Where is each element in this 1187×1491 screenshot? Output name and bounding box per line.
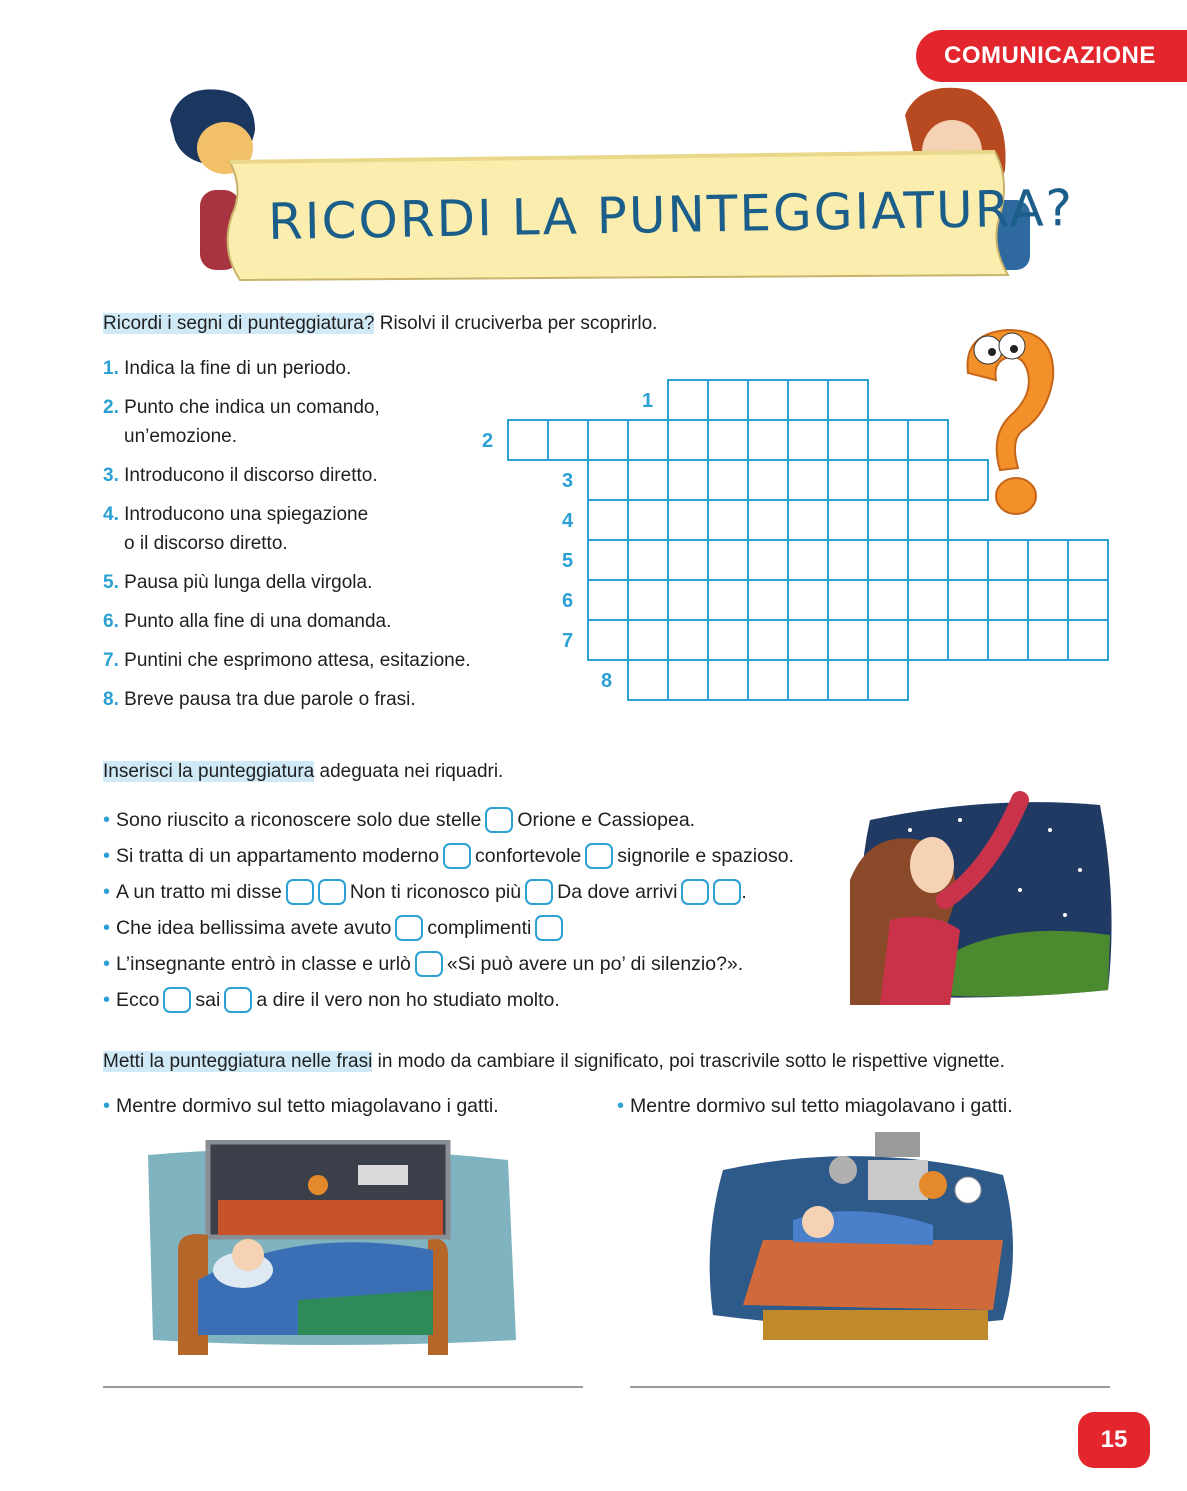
sentence-text: «Si può avere un po’ di silenzio?».	[446, 953, 744, 975]
crossword-cell[interactable]	[948, 540, 988, 580]
bullet: •	[103, 953, 111, 975]
crossword-cell[interactable]	[868, 460, 908, 500]
punctuation-box[interactable]	[318, 879, 346, 905]
punctuation-box[interactable]	[485, 807, 513, 833]
crossword-cell[interactable]	[868, 420, 908, 460]
punctuation-box[interactable]	[443, 843, 471, 869]
bullet: •	[617, 1095, 625, 1117]
clue-text: Indica la fine di un periodo.	[124, 358, 352, 379]
crossword-cell[interactable]	[1028, 540, 1068, 580]
crossword-cell[interactable]	[668, 460, 708, 500]
crossword-cell[interactable]	[748, 660, 788, 700]
page-title: RICORDI LA PUNTEGGIATURA?	[267, 178, 1075, 252]
crossword-cell[interactable]	[588, 540, 628, 580]
crossword-cell[interactable]	[748, 540, 788, 580]
clue-number: 2.	[103, 397, 119, 418]
clue-text: Puntini che esprimono attesa, esitazione.	[124, 650, 471, 671]
crossword-cell[interactable]	[828, 500, 868, 540]
crossword-cell[interactable]	[628, 620, 668, 660]
crossword-cell[interactable]	[1028, 620, 1068, 660]
clue-item	[103, 393, 471, 422]
crossword-cell[interactable]	[948, 620, 988, 660]
crossword-cell[interactable]	[988, 580, 1028, 620]
crossword-cell[interactable]	[988, 620, 1028, 660]
punctuation-box[interactable]	[525, 879, 553, 905]
sentence-text: Da dove arrivi	[557, 881, 678, 903]
crossword-cell[interactable]	[708, 660, 748, 700]
crossword-cell[interactable]	[988, 540, 1028, 580]
crossword-cell[interactable]	[548, 420, 588, 460]
crossword-cell[interactable]	[748, 420, 788, 460]
clue-number: 4.	[103, 504, 119, 525]
sentence-text: Ecco	[116, 989, 160, 1011]
sentence-item	[103, 874, 794, 910]
bullet: •	[103, 809, 111, 831]
instruction-text: in modo da cambiare il significato, poi trascrivile sotto le rispettive vignette.	[372, 1051, 1005, 1072]
crossword-number: 2	[482, 430, 494, 452]
sentence-text: a dire il vero non ho studiato molto.	[256, 989, 560, 1011]
crossword-number: 3	[562, 470, 574, 492]
sentence-text: Mentre dormivo sul tetto miagolavano i gatti.	[630, 1095, 1013, 1117]
crossword-cell[interactable]	[748, 620, 788, 660]
punctuation-box[interactable]	[585, 843, 613, 869]
sleeping-in-bed-illustration	[148, 1140, 518, 1355]
clue-number: 8.	[103, 689, 119, 710]
crossword-cell[interactable]	[628, 660, 668, 700]
crossword-cell[interactable]	[588, 620, 628, 660]
crossword-cell[interactable]	[668, 620, 708, 660]
instruction-text: Risolvi il cruciverba per scoprirlo.	[374, 313, 658, 334]
crossword-cell[interactable]	[788, 420, 828, 460]
crossword-cell[interactable]	[628, 580, 668, 620]
crossword-cell[interactable]	[668, 540, 708, 580]
question-mark-mascot	[948, 318, 1068, 518]
bullet: •	[103, 917, 111, 939]
sentence-text: confortevole	[475, 845, 582, 867]
crossword-cell[interactable]	[708, 380, 748, 420]
crossword-cell[interactable]	[588, 580, 628, 620]
crossword-cell[interactable]	[788, 460, 828, 500]
crossword-cell[interactable]	[828, 580, 868, 620]
clue-number: 7.	[103, 650, 119, 671]
clue-text: Introducono il discorso diretto.	[124, 465, 378, 486]
sentence-text: Che idea bellissima avete avuto	[116, 917, 392, 939]
crossword-cell[interactable]	[708, 420, 748, 460]
crossword-cell[interactable]	[708, 620, 748, 660]
sentence-item-left	[103, 1093, 499, 1119]
sentence-text: .	[741, 881, 747, 903]
clue-text-continued: o il discorso diretto.	[124, 533, 288, 554]
punctuation-box[interactable]	[535, 915, 563, 941]
clue-number: 1.	[103, 358, 119, 379]
crossword-cell[interactable]	[628, 420, 668, 460]
clue-item	[103, 568, 471, 597]
crossword-cell[interactable]	[868, 580, 908, 620]
sleeping-on-roof-illustration	[703, 1130, 1023, 1350]
punctuation-box[interactable]	[224, 987, 252, 1013]
sentence-item	[103, 982, 794, 1018]
crossword-cell[interactable]	[628, 500, 668, 540]
crossword-cell[interactable]	[1068, 540, 1108, 580]
crossword-cell[interactable]	[668, 580, 708, 620]
crossword-cell[interactable]	[508, 420, 548, 460]
crossword-cell[interactable]	[788, 500, 828, 540]
crossword-cell[interactable]	[828, 420, 868, 460]
sentence-text: Non ti riconosco più	[349, 881, 522, 903]
crossword-cell[interactable]	[628, 460, 668, 500]
crossword-cell[interactable]	[828, 620, 868, 660]
clue-item	[103, 607, 471, 636]
exercise2-instruction	[103, 760, 503, 784]
bullet: •	[103, 1095, 111, 1117]
clue-number: 3.	[103, 465, 119, 486]
crossword-cell[interactable]	[588, 460, 628, 500]
sentence-item	[103, 946, 794, 982]
sentence-text: complimenti	[427, 917, 532, 939]
exercise3-instruction	[103, 1050, 1005, 1074]
crossword-cell[interactable]	[708, 460, 748, 500]
crossword-cell[interactable]	[748, 460, 788, 500]
clue-item	[103, 685, 471, 714]
crossword-cell[interactable]	[828, 540, 868, 580]
crossword-number: 8	[601, 670, 613, 692]
punctuation-box[interactable]	[286, 879, 314, 905]
sentence-list	[103, 802, 794, 1018]
bullet: •	[103, 881, 111, 903]
crossword-cell[interactable]	[828, 460, 868, 500]
clue-number: 6.	[103, 611, 119, 632]
sentence-text: Sono riuscito a riconoscere solo due stelle	[116, 809, 482, 831]
answer-line-left[interactable]	[103, 1386, 583, 1388]
crossword-cell[interactable]	[788, 620, 828, 660]
crossword-cell[interactable]	[588, 420, 628, 460]
clue-number: 5.	[103, 572, 119, 593]
sentence-text: Orione e Cassiopea.	[517, 809, 696, 831]
exercise1-instruction	[103, 312, 657, 336]
crossword-number: 6	[562, 590, 574, 612]
crossword-cell[interactable]	[708, 540, 748, 580]
punctuation-box[interactable]	[415, 951, 443, 977]
sentence-text: signorile e spazioso.	[617, 845, 794, 867]
crossword-cell[interactable]	[668, 420, 708, 460]
crossword-cell[interactable]	[788, 580, 828, 620]
punctuation-box[interactable]	[713, 879, 741, 905]
crossword-cell[interactable]	[908, 420, 948, 460]
sentence-item-right	[617, 1093, 1013, 1119]
sentence-item	[103, 802, 794, 838]
crossword-cell[interactable]	[668, 380, 708, 420]
crossword-cell[interactable]	[948, 580, 988, 620]
clue-text: Punto alla fine di una domanda.	[124, 611, 392, 632]
bullet: •	[103, 989, 111, 1011]
crossword-number: 7	[562, 630, 574, 652]
punctuation-box[interactable]	[395, 915, 423, 941]
punctuation-box[interactable]	[163, 987, 191, 1013]
crossword-cell[interactable]	[708, 580, 748, 620]
answer-line-right[interactable]	[630, 1386, 1110, 1388]
crossword-cell[interactable]	[868, 660, 908, 700]
clue-list	[103, 354, 471, 714]
crossword-cell[interactable]	[908, 580, 948, 620]
sentence-item	[103, 838, 794, 874]
crossword-cell[interactable]	[1068, 580, 1108, 620]
bullet: •	[103, 845, 111, 867]
crossword-cell[interactable]	[828, 380, 868, 420]
crossword-cell[interactable]	[588, 500, 628, 540]
instruction-text: adeguata nei riquadri.	[314, 761, 504, 782]
sentence-text: Mentre dormivo sul tetto miagolavano i gatti.	[116, 1095, 499, 1117]
clue-item	[103, 354, 471, 383]
crossword-cell[interactable]	[868, 540, 908, 580]
section-tab: COMUNICAZIONE	[916, 30, 1187, 82]
crossword-number: 5	[562, 550, 574, 572]
clue-text: Breve pausa tra due parole o frasi.	[124, 689, 416, 710]
crossword-cell[interactable]	[788, 660, 828, 700]
clue-text: Introducono una spiegazione	[124, 504, 369, 525]
crossword-cell[interactable]	[748, 380, 788, 420]
instruction-highlight: Metti la punteggiatura nelle frasi	[103, 1051, 373, 1072]
crossword-cell[interactable]	[908, 540, 948, 580]
sentence-item	[103, 910, 794, 946]
clue-text: Pausa più lunga della virgola.	[124, 572, 373, 593]
crossword-number: 1	[642, 390, 654, 412]
clue-text-continued: un’emozione.	[124, 426, 238, 447]
instruction-highlight: Ricordi i segni di punteggiatura?	[103, 313, 375, 334]
crossword-cell[interactable]	[908, 460, 948, 500]
crossword-cell[interactable]	[868, 500, 908, 540]
crossword-cell[interactable]	[908, 500, 948, 540]
crossword-cell[interactable]	[668, 500, 708, 540]
clue-item	[103, 500, 471, 529]
crossword-cell[interactable]	[628, 540, 668, 580]
crossword-cell[interactable]	[908, 620, 948, 660]
crossword-cell[interactable]	[1068, 620, 1108, 660]
clue-text: Punto che indica un comando,	[124, 397, 380, 418]
crossword-cell[interactable]	[788, 540, 828, 580]
crossword-number: 4	[562, 510, 574, 532]
page-number: 15	[1078, 1412, 1150, 1468]
sentence-text: Si tratta di un appartamento moderno	[116, 845, 440, 867]
clue-item	[103, 461, 471, 490]
crossword-cell[interactable]	[828, 660, 868, 700]
crossword-cell[interactable]	[1028, 580, 1068, 620]
clue-item	[103, 646, 471, 675]
punctuation-box[interactable]	[681, 879, 709, 905]
crossword-cell[interactable]	[668, 660, 708, 700]
instruction-highlight: Inserisci la punteggiatura	[103, 761, 315, 782]
sentence-text: sai	[195, 989, 221, 1011]
girl-stargazing-illustration	[850, 790, 1120, 1005]
sentence-text: A un tratto mi disse	[116, 881, 282, 903]
crossword-cell[interactable]	[708, 500, 748, 540]
sentence-text: L’insegnante entrò in classe e urlò	[116, 953, 411, 975]
crossword-cell[interactable]	[788, 380, 828, 420]
crossword-cell[interactable]	[748, 580, 788, 620]
crossword-cell[interactable]	[748, 500, 788, 540]
crossword-cell[interactable]	[868, 620, 908, 660]
